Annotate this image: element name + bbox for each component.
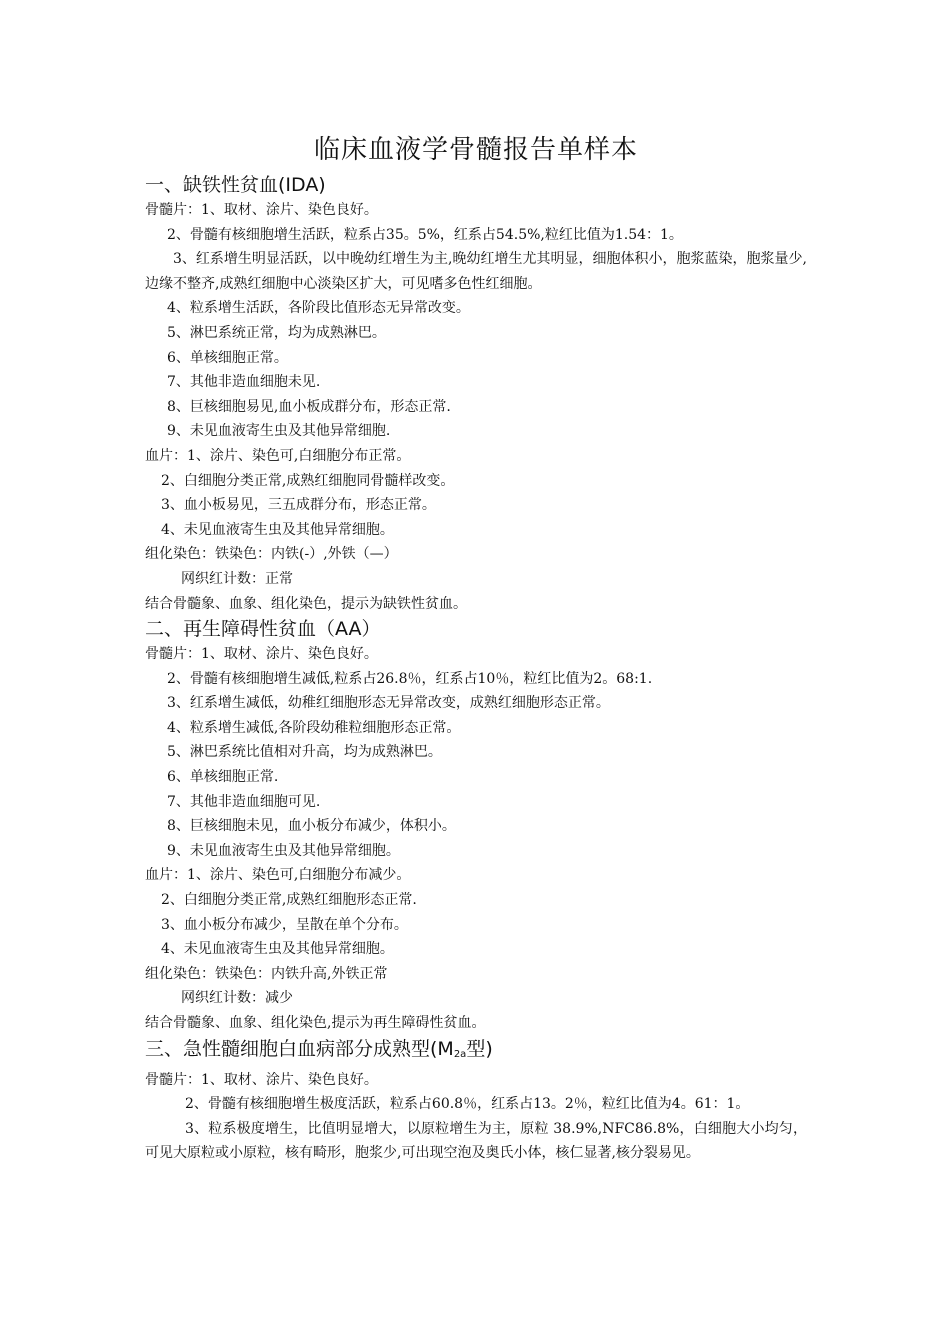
report-line: 7、其他非造血细胞可见.	[167, 793, 321, 810]
section-heading-text: 三、急性髓细胞白血病部分成熟型(M	[145, 1037, 454, 1060]
report-line: 血片：1、涂片、染色可,白细胞分布正常。	[145, 447, 411, 464]
report-line: 网织红计数：正常	[181, 570, 293, 587]
report-line: 骨髓片：1、取材、涂片、染色良好。	[145, 646, 378, 663]
report-line: 2、骨髓有核细胞增生减低,粒系占26.8％，红系占10％，粒红比值为2。68:1.	[167, 670, 653, 687]
report-line: 骨髓片：1、取材、涂片、染色良好。	[145, 1071, 378, 1088]
report-line: 3、红系增生明显活跃，以中晚幼红增生为主,晚幼红增生尤其明显，细胞体积小，胞浆蓝染，胞浆量少,边缘不整齐,成熟红细胞中心淡染区扩大，可见嗜多色性红细胞。	[145, 251, 807, 292]
report-line: 4、未见血液寄生虫及其他异常细胞。	[161, 941, 394, 958]
report-line: 3、血小板易见，三五成群分布，形态正常。	[161, 497, 436, 514]
report-line: 3、血小板分布减少，呈散在单个分布。	[161, 916, 408, 933]
report-line: 3、粒系极度增生，比值明显增大，以原粒增生为主，原粒 38.9%,NFC86.8%，白细胞大小均匀，可见大原粒或小原粒，核有畸形，胞浆少,可出现空泡及奥氏小体，核仁显著,核分裂易见。	[145, 1120, 807, 1162]
section-heading-subscript: 2a	[453, 1048, 467, 1060]
report-line: 4、未见血液寄生虫及其他异常细胞。	[161, 521, 394, 538]
report-line: 2、骨髓有核细胞增生活跃，粒系占35。5%，红系占54.5%,粒红比值为1.54：1。	[167, 226, 683, 243]
document-body	[145, 130, 807, 1166]
section-heading-ida: 一、缺铁性贫血(IDA)	[145, 174, 326, 196]
report-line: 6、单核细胞正常。	[167, 349, 288, 366]
report-conclusion: 结合骨髓象、血象、组化染色，提示为缺铁性贫血。	[145, 595, 467, 612]
report-line: 组化染色：铁染色：内铁(-）,外铁（—）	[145, 546, 398, 563]
report-line: 2、骨髓有核细胞增生极度活跃，粒系占60.8％，红系占13。2％，粒红比值为4。61：1。	[185, 1096, 750, 1113]
report-line: 组化染色：铁染色：内铁升高,外铁正常	[145, 965, 388, 982]
section-heading-m2a	[145, 1036, 807, 1068]
report-line: 8、巨核细胞未见，血小板分布减少，体积小。	[167, 818, 456, 835]
report-line: 4、粒系增生减低,各阶段幼稚粒细胞形态正常。	[167, 719, 461, 736]
report-line: 5、淋巴系统正常，均为成熟淋巴。	[167, 324, 386, 341]
report-line: 骨髓片：1、取材、涂片、染色良好。	[145, 202, 378, 218]
report-line: 8、巨核细胞易见,血小板成群分布，形态正常.	[167, 398, 451, 415]
report-line: 2、白细胞分类正常,成熟红细胞形态正常.	[161, 892, 417, 909]
report-line: 4、粒系增生活跃，各阶段比值形态无异常改变。	[167, 300, 470, 317]
report-line: 血片：1、涂片、染色可,白细胞分布减少。	[145, 867, 411, 884]
report-line: 3、红系增生减低，幼稚红细胞形态无异常改变，成熟红细胞形态正常。	[167, 695, 610, 712]
report-line: 2、白细胞分类正常,成熟红细胞同骨髓样改变。	[161, 472, 455, 489]
section-heading-aa: 二、再生障碍性贫血（AA）	[145, 618, 381, 641]
report-line: 7、其他非造血细胞未见.	[167, 374, 321, 391]
report-line: 6、单核细胞正常.	[167, 769, 279, 786]
report-line: 9、未见血液寄生虫及其他异常细胞.	[167, 423, 391, 440]
report-line: 9、未见血液寄生虫及其他异常细胞。	[167, 842, 400, 859]
report-line: 5、淋巴系统比值相对升高，均为成熟淋巴。	[167, 744, 442, 761]
section-heading-tail: 型)	[466, 1037, 493, 1060]
report-conclusion: 结合骨髓象、血象、组化染色,提示为再生障碍性贫血。	[145, 1015, 486, 1031]
report-line: 网织红计数：减少	[181, 990, 293, 1007]
page-title: 临床血液学骨髓报告单样本	[313, 135, 638, 165]
